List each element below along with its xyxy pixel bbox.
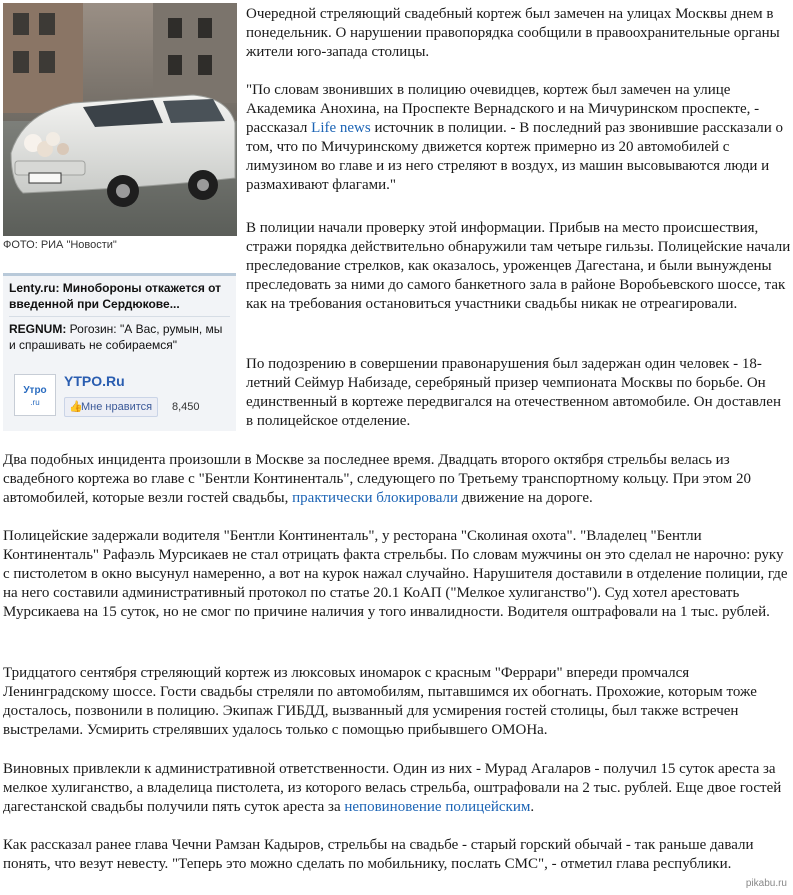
article-paragraph xyxy=(3,451,791,508)
article-text: . xyxy=(530,799,535,815)
article-text: Виновных привлекли к административной ответственности. Один из них - Мурад Агаларов - получил 15 суток ареста за мелкое хулиганство, а владелица пистолета, из которого велась стрельба, оштрафовали на 2 тыс. рублей. Еще двое гостей дагестанской свадьбы получили пять суток ареста за xyxy=(3,761,782,815)
article-text: Два подобных инцидента произошли в Москве за последнее время. Двадцать второго октября стрельбы велась из свадебного кортежа во главе с "Бентли Континенталь", следующего по Третьему транспортному кольцу. При этом 20 автомобилей, которые везли гостей свадьбы, xyxy=(3,452,751,506)
article-paragraph: Полицейские задержали водителя "Бентли Континенталь", у ресторана "Сколиная охота". "Владелец "Бентли Континенталь" Рафаэль Мурсикаев не стал отрицать факта стрельбы. По словам мужчины он это сделал не нарочно: руку с пистолетом в окно высунул намеренно, а вот на курок нажал случайно. Нарушителя доставили в отделение полиции, где на него составили административный протокол по статье 20.1 КоАП ("Мелкое хулиганство"). Суд хотел арестовать Мурсикаева на 15 суток, но не смог по причине наличия у того инвалидности. Водителя оштрафовали на 1 тыс. рублей. xyxy=(3,528,788,620)
like-button[interactable] xyxy=(64,397,158,417)
article-paragraph xyxy=(3,760,791,817)
widget-news-item[interactable] xyxy=(3,317,236,353)
police-disobedience-link[interactable]: неповиновение полицейским xyxy=(344,799,531,815)
facebook-like-box xyxy=(12,369,232,423)
like-count: 8,450 xyxy=(172,401,200,413)
like-button-label: Мне нравится xyxy=(81,401,153,413)
article-paragraph: Как рассказал ранее глава Чечни Рамзан Кадыров, стрельбы на свадьбе - старый горский обычай - так раньше давали понять, что везут невесту. "Теперь это можно сделать по мобильнику, послать СМС", - отметил глава республики. xyxy=(3,837,754,872)
utro-logo[interactable] xyxy=(14,374,56,416)
widget-news-text: Рогозин: "А Вас, румын, мы и спрашивать не собираемся" xyxy=(9,322,223,352)
widget-news-source: Lenty.ru: xyxy=(9,281,60,295)
article-text: источник в полиции. - В последний раз звонившие рассказали о том, что по Мичуринскому движется кортеж примерно из 20 автомобилей с лимузином во главе и из него стреляют в воздух, из машин высовываются люди и размахивают флагами." xyxy=(246,120,784,193)
svg-text:Утро: Утро xyxy=(23,385,47,396)
article-paragraph: В полиции начали проверку этой информации. Прибыв на место происшествия, стражи порядка действительно обнаружили там четыре гильзы. Полицейские начали преследование стрелков, как оказалось, уроженцев Дагестана, и были вынуждены преследовать за ними до самого банкетного зала в районе Воробьевского шоссе, так как на требования остановиться участники свадьбы никак не отреагировали. xyxy=(246,220,791,312)
article-photo xyxy=(3,3,237,236)
widget-news-source: REGNUM: xyxy=(9,322,67,336)
utro-logo-icon xyxy=(15,375,55,415)
thumbs-up-icon: 👍 xyxy=(69,401,83,413)
article-text: движение на дороге. xyxy=(458,490,593,506)
blocked-traffic-link[interactable]: практически блокировали xyxy=(292,490,459,506)
svg-text:.ru: .ru xyxy=(30,398,40,407)
limousine-photo-image xyxy=(3,3,237,236)
life-news-link[interactable]: Life news xyxy=(311,120,371,136)
article-paragraph xyxy=(246,81,791,195)
news-widget xyxy=(3,273,236,431)
facebook-page-name[interactable]: YTPO.Ru xyxy=(64,373,125,389)
photo-caption: ФОТО: РИА "Новости" xyxy=(3,239,117,251)
widget-news-item[interactable] xyxy=(3,276,236,312)
article-paragraph: Очередной стреляющий свадебный кортеж был замечен на улицах Москвы днем в понедельник. О нарушении правопорядка сообщили в правоохранительные органы жители юго-запада столицы. xyxy=(246,6,780,60)
article-paragraph: По подозрению в совершении правонарушения был задержан один человек - 18-летний Сеймур Набизаде, серебряный призер чемпионата Москвы по борьбе. Он единственный в кортеже передвигался на отечественном автомобиле. Он доставлен в полицейское отделение. xyxy=(246,356,781,429)
widget-news-text: Минобороны откажется от введенной при Сердюкове... xyxy=(9,281,222,311)
article-paragraph: Тридцатого сентября стреляющий кортеж из люксовых иномарок с красным "Феррари" впереди промчался Ленинградскому шоссе. Гости свадьбы стреляли по автомобилям, пытавшимся их обогнать. Прохожие, которым тоже досталось, позвонили в полицию. Экипаж ГИБДД, вызванный для усмирения гостей столицы, был также встречен выстрелами. Усмирить стрелявших удалось только с помощью прибывшего ОМОНа. xyxy=(3,665,757,738)
article-text: "По словам звонивших в полицию очевидцев, кортеж был замечен на улице Академика Анохина, на Проспекте Вернадского и на Мичуринском проспекте, - рассказал xyxy=(246,82,760,136)
watermark: pikabu.ru xyxy=(745,878,787,889)
